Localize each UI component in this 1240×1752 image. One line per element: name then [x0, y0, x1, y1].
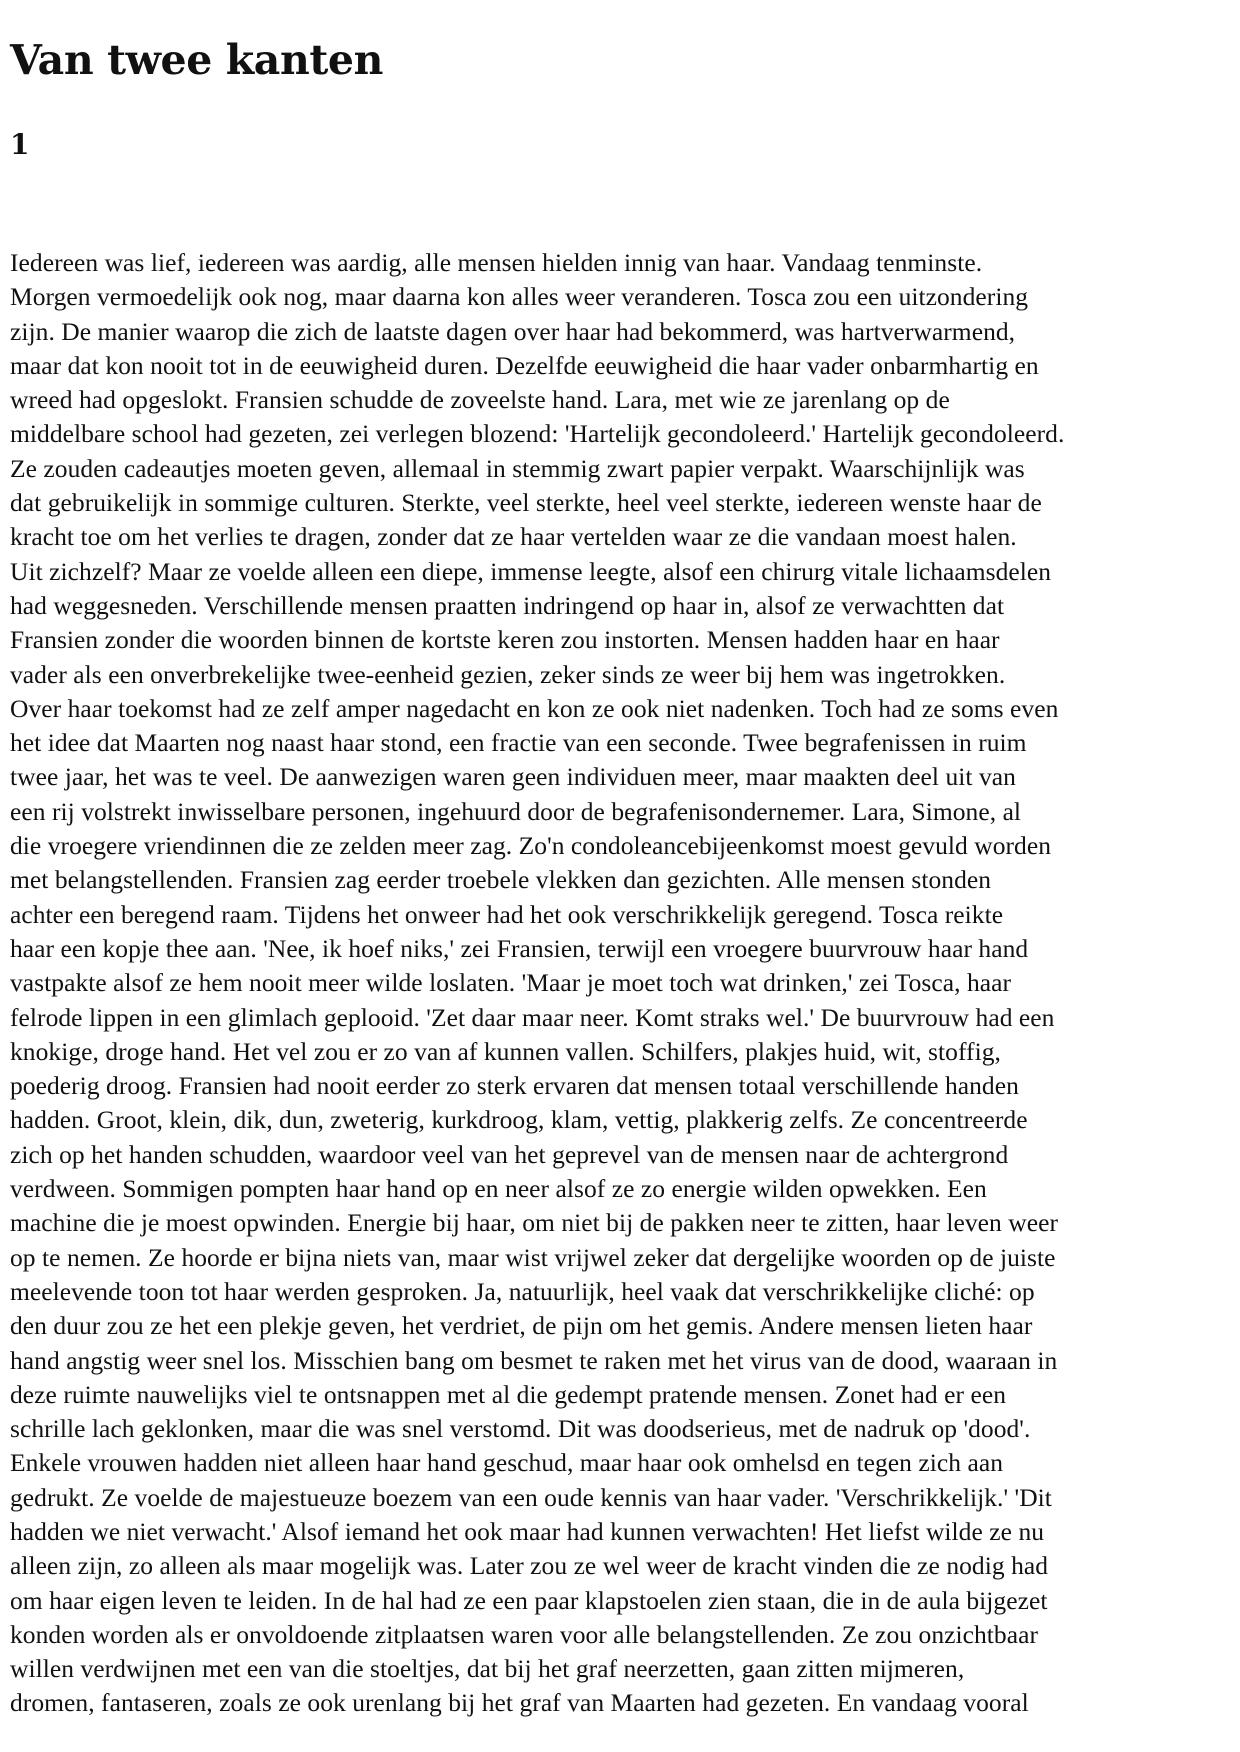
text-line: met belangstellenden. Fransien zag eerder troebele vlekken dan gezichten. Alle mensen stonden [10, 865, 992, 895]
text-line: verdween. Sommigen pompten haar hand op en neer alsof ze zo energie wilden opwekken. Een [10, 1174, 987, 1204]
text-line: haar een kopje thee aan. 'Nee, ik hoef niks,' zei Fransien, terwijl een vroegere buurvrouw haar hand [10, 933, 1029, 963]
text-line: Uit zichzelf? Maar ze voelde alleen een diepe, immense leegte, alsof een chirurg vitale lichaamsdelen [10, 556, 1052, 586]
document-title: Van twee kanten [10, 36, 383, 84]
text-line: Morgen vermoedelijk ook nog, maar daarna kon alles weer veranderen. Tosca zou een uitzondering [10, 282, 1029, 312]
text-line: het idee dat Maarten nog naast haar stond, een fractie van een seconde. Twee begrafenissen in ruim [10, 728, 1027, 758]
text-line: twee jaar, het was te veel. De aanwezigen waren geen individuen meer, maar maakten deel uit van [10, 762, 1016, 792]
text-line: den duur zou ze het een plekje geven, het verdriet, de pijn om het gemis. Andere mensen lieten haar [10, 1311, 1033, 1341]
text-line: vastpakte alsof ze hem nooit meer wilde loslaten. 'Maar je moet toch wat drinken,' zei Tosca, haar [10, 968, 1012, 998]
text-line: achter een beregend raam. Tijdens het onweer had het ook verschrikkelijk geregend. Tosca reikte [10, 899, 1004, 929]
text-line: hadden we niet verwacht.' Alsof iemand het ook maar had kunnen verwachten! Het liefst wilde ze nu [10, 1516, 1045, 1546]
text-line: Enkele vrouwen hadden niet alleen haar hand geschud, maar haar ook omhelsd en tegen zich aan [10, 1448, 1004, 1478]
text-line: Iedereen was lief, iedereen was aardig, alle mensen hielden innig van haar. Vandaag tenminste. [10, 248, 983, 277]
text-line: kracht toe om het verlies te dragen, zonder dat ze haar vertelden waar ze die vandaan moest halen. [10, 522, 1017, 552]
chapter-number: 1 [10, 128, 30, 161]
text-line: poederig droog. Fransien had nooit eerder zo sterk ervaren dat mensen totaal verschillende handen [10, 1071, 1019, 1101]
text-line: op te nemen. Ze hoorde er bijna niets van, maar wist vrijwel zeker dat dergelijke woorden op de juiste [10, 1242, 1056, 1272]
text-line: vader als een onverbrekelijke twee-eenheid gezien, zeker sinds ze weer bij hem was ingetrokken. [10, 659, 1006, 689]
text-line: meelevende toon tot haar werden gesproken. Ja, natuurlijk, heel vaak dat verschrikkelijke cliché: op [10, 1276, 1035, 1306]
text-line: Fransien zonder die woorden binnen de kortste keren zou instorten. Mensen hadden haar en haar [10, 625, 1000, 655]
text-line: dat gebruikelijk in sommige culturen. Sterkte, veel sterkte, heel veel sterkte, iedereen wenste haar de [10, 488, 1042, 518]
text-line: gedrukt. Ze voelde de majestueuze boezem van een oude kennis van haar vader. 'Verschrikkelijk.' 'Dit [10, 1482, 1052, 1512]
text-line: zich op het handen schudden, waardoor veel van het geprevel van de mensen naar de achtergrond [10, 1139, 1009, 1169]
text-line: knokige, droge hand. Het vel zou er zo van af kunnen vallen. Schilfers, plakjes huid, wit, stoffig, [10, 1036, 1001, 1066]
text-line: deze ruimte nauwelijks viel te ontsnappen met al die gedempt pratende mensen. Zonet had er een [10, 1379, 1006, 1409]
text-line: felrode lippen in een glimlach geplooid. 'Zet daar maar neer. Komt straks wel.' De buurvrouw had een [10, 1002, 1055, 1032]
text-line: dromen, fantaseren, zoals ze ook urenlang bij het graf van Maarten had gezeten. En vandaag vooral [10, 1688, 1029, 1718]
body-paragraph [10, 246, 1064, 1721]
text-line: maar dat kon nooit tot in de eeuwigheid duren. Dezelfde eeuwigheid die haar vader onbarmhartig en [10, 350, 1039, 380]
text-line: had weggesneden. Verschillende mensen praatten indringend op haar in, alsof ze verwachtten dat [10, 590, 1005, 620]
text-line: zijn. De manier waarop die zich de laatste dagen over haar had bekommerd, was hartverwarmend, [10, 316, 1016, 346]
text-line: om haar eigen leven te leiden. In de hal had ze een paar klapstoelen zien staan, die in de aula bijgezet [10, 1585, 1048, 1615]
text-line: konden worden als er onvoldoende zitplaatsen waren voor alle belangstellenden. Ze zou onzichtbaar [10, 1619, 1038, 1649]
text-line: middelbare school had gezeten, zei verlegen blozend: 'Hartelijk gecondoleerd.' Hartelijk gecondoleerd. [10, 419, 1065, 449]
text-line: machine die je moest opwinden. Energie bij haar, om niet bij de pakken neer te zitten, haar leven weer [10, 1208, 1058, 1238]
text-line: hand angstig weer snel los. Misschien bang om besmet te raken met het virus van de dood, waaraan in [10, 1345, 1058, 1375]
text-line: die vroegere vriendinnen die ze zelden meer zag. Zo'n condoleancebijeenkomst moest gevuld worden [10, 831, 1052, 861]
text-line: alleen zijn, zo alleen als maar mogelijk was. Later zou ze wel weer de kracht vinden die ze nodig had [10, 1551, 1049, 1581]
text-line: een rij volstrekt inwisselbare personen, ingehuurd door de begrafenisondernemer. Lara, Simone, al [10, 796, 1022, 826]
text-line: willen verdwijnen met een van die stoeltjes, dat bij het graf neerzetten, gaan zitten mijmeren, [10, 1654, 965, 1684]
text-line: hadden. Groot, klein, dik, dun, zweterig, kurkdroog, klam, vettig, plakkerig zelfs. Ze concentreerde [10, 1105, 1028, 1135]
text-line: Over haar toekomst had ze zelf amper nagedacht en kon ze ook niet nadenken. Toch had ze soms even [10, 693, 1059, 723]
text-line: wreed had opgeslokt. Fransien schudde de zoveelste hand. Lara, met wie ze jarenlang op de [10, 385, 950, 415]
text-line: schrille lach geklonken, maar die was snel verstomd. Dit was doodserieus, met de nadruk op 'dood'. [10, 1414, 1031, 1444]
text-line: Ze zouden cadeautjes moeten geven, allemaal in stemmig zwart papier verpakt. Waarschijnlijk was [10, 453, 1025, 483]
